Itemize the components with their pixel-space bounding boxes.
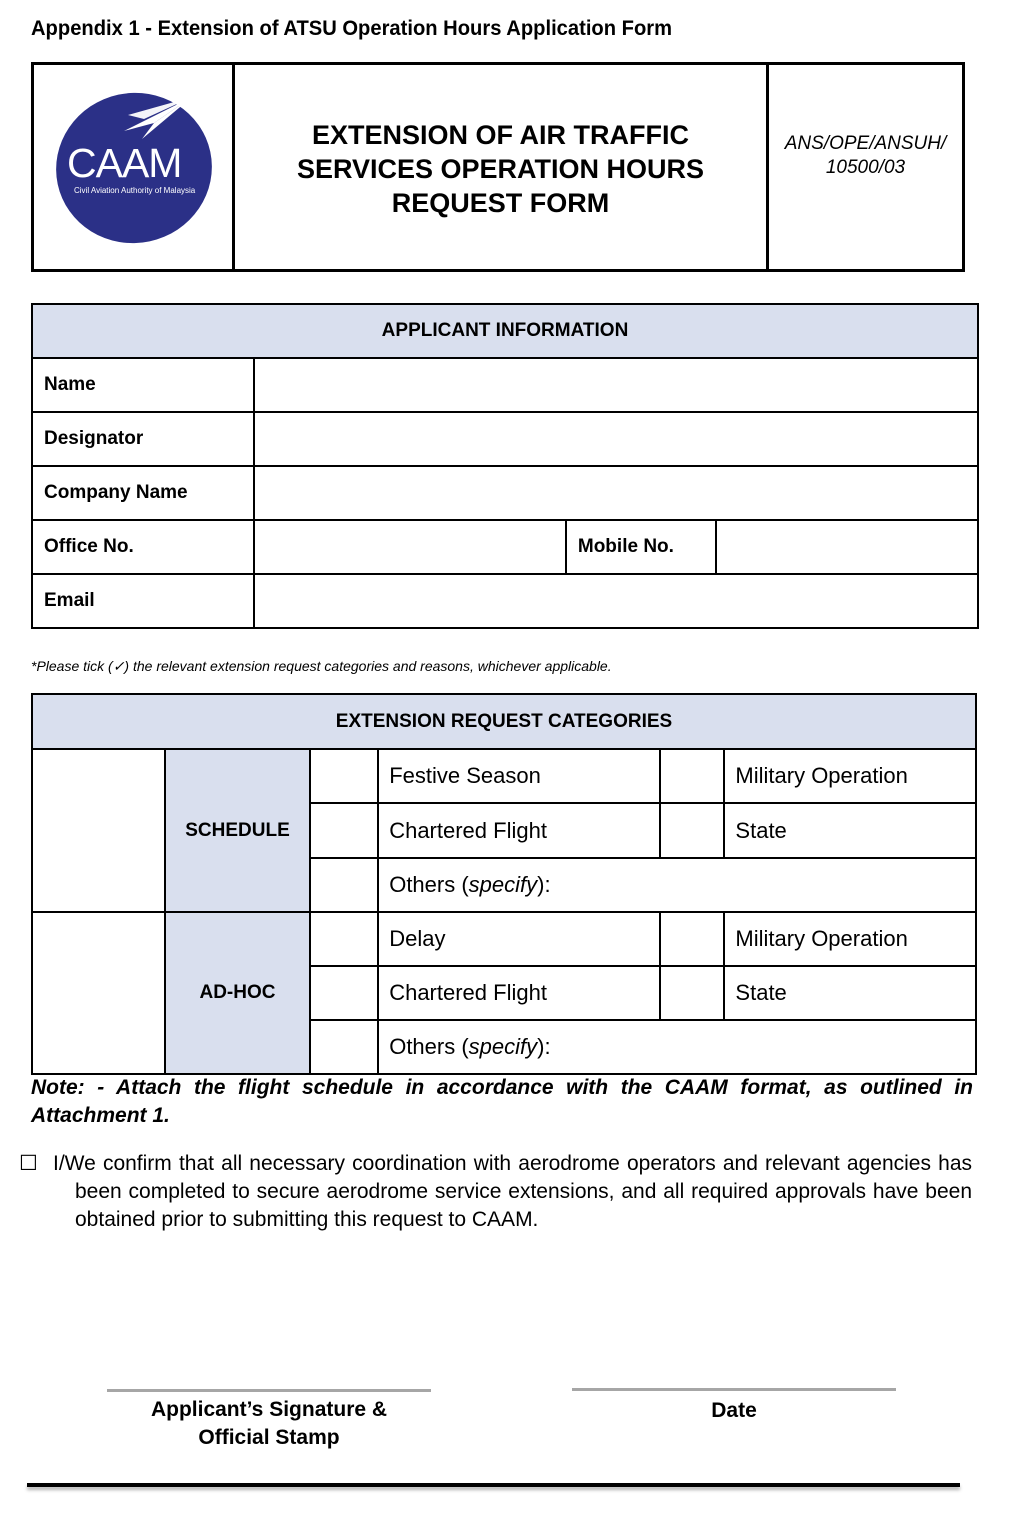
document-code bbox=[769, 43, 962, 269]
designator-field[interactable] bbox=[254, 412, 978, 466]
adhoc-others-field[interactable] bbox=[378, 1020, 976, 1074]
office-no-field[interactable] bbox=[254, 520, 566, 574]
applicant-info-heading: APPLICANT INFORMATION bbox=[32, 304, 978, 358]
others-label: Others ( bbox=[389, 1034, 469, 1059]
signature-block bbox=[107, 1389, 431, 1452]
attachment-note: Note: - Attach the flight schedule in accordance with the CAAM format, as outlined in Attachment 1. bbox=[31, 1076, 973, 1127]
signature-label-line: Official Stamp bbox=[198, 1426, 340, 1449]
adhoc-others-checkbox[interactable] bbox=[310, 1020, 378, 1074]
adhoc-chartered-flight-label: Chartered Flight bbox=[378, 966, 659, 1020]
date-line[interactable] bbox=[572, 1388, 896, 1391]
signature-line[interactable] bbox=[107, 1389, 431, 1392]
confirmation-text: I/We confirm that all necessary coordination with aerodrome operators and relevant agencies has been completed to secure aerodrome service extensions, and all required approvals have been obtained prior to submitting this request to CAAM. bbox=[53, 1152, 972, 1231]
name-field[interactable] bbox=[254, 358, 978, 412]
schedule-state-checkbox[interactable] bbox=[660, 803, 725, 858]
schedule-chartered-flight-label: Chartered Flight bbox=[378, 803, 659, 858]
email-label: Email bbox=[32, 574, 254, 628]
extension-categories-table bbox=[31, 693, 977, 1075]
office-no-label: Office No. bbox=[32, 520, 254, 574]
others-label-suffix: ): bbox=[537, 872, 551, 897]
schedule-state-label: State bbox=[724, 803, 976, 858]
adhoc-label: AD-HOC bbox=[165, 912, 311, 1074]
form-title-line: SERVICES OPERATION HOURS bbox=[296, 154, 705, 184]
others-specify: specify bbox=[468, 1034, 538, 1059]
festive-season-label: Festive Season bbox=[378, 749, 659, 803]
bottom-rule bbox=[27, 1483, 960, 1487]
logo-text: CAAM bbox=[67, 140, 182, 186]
adhoc-tick-cell[interactable] bbox=[32, 912, 165, 1074]
schedule-chartered-flight-checkbox[interactable] bbox=[310, 803, 378, 858]
logo-subtitle: Civil Aviation Authority of Malaysia bbox=[74, 186, 196, 195]
schedule-tick-cell[interactable] bbox=[32, 749, 165, 912]
form-title-line: EXTENSION OF AIR TRAFFIC bbox=[311, 120, 689, 150]
document-code-line: 10500/03 bbox=[825, 157, 906, 178]
applicant-info-table bbox=[31, 303, 979, 629]
others-specify: specify bbox=[468, 872, 538, 897]
signature-label bbox=[107, 1396, 431, 1452]
festive-season-checkbox[interactable] bbox=[310, 749, 378, 803]
signature-label-line: Applicant’s Signature & bbox=[150, 1398, 388, 1421]
confirmation-statement: ☐ I/We confirm that all necessary coordination with aerodrome operators and relevant agencies has been completed to secure aerodrome service extensions, and all required approvals have been obtained prior to submitting this request to CAAM. bbox=[19, 1152, 972, 1231]
categories-heading: EXTENSION REQUEST CATEGORIES bbox=[32, 694, 976, 749]
paper-plane-icon bbox=[114, 93, 204, 143]
tick-instruction: *Please tick (✓) the relevant extension request categories and reasons, whichever applicable. bbox=[31, 658, 612, 674]
company-name-field[interactable] bbox=[254, 466, 978, 520]
company-name-label: Company Name bbox=[32, 466, 254, 520]
adhoc-military-operation-checkbox[interactable] bbox=[660, 912, 725, 966]
adhoc-state-label: State bbox=[724, 966, 976, 1020]
form-header bbox=[31, 62, 965, 272]
mobile-no-label: Mobile No. bbox=[566, 520, 716, 574]
schedule-others-field[interactable] bbox=[378, 858, 976, 912]
email-field[interactable] bbox=[254, 574, 978, 628]
document-code-line: ANS/OPE/ANSUH/ bbox=[784, 133, 947, 154]
date-block bbox=[572, 1388, 896, 1425]
adhoc-military-operation-label: Military Operation bbox=[724, 912, 976, 966]
adhoc-chartered-flight-checkbox[interactable] bbox=[310, 966, 378, 1020]
form-title bbox=[235, 65, 769, 269]
form-title-line: REQUEST FORM bbox=[391, 188, 610, 218]
logo-cell bbox=[34, 65, 235, 269]
designator-label: Designator bbox=[32, 412, 254, 466]
delay-label: Delay bbox=[378, 912, 659, 966]
appendix-title: Appendix 1 - Extension of ATSU Operation Hours Application Form bbox=[31, 17, 673, 40]
schedule-others-checkbox[interactable] bbox=[310, 858, 378, 912]
others-label-suffix: ): bbox=[537, 1034, 551, 1059]
schedule-military-operation-checkbox[interactable] bbox=[660, 749, 725, 803]
delay-checkbox[interactable] bbox=[310, 912, 378, 966]
others-label: Others ( bbox=[389, 872, 469, 897]
adhoc-state-checkbox[interactable] bbox=[660, 966, 725, 1020]
mobile-no-field[interactable] bbox=[716, 520, 978, 574]
name-label: Name bbox=[32, 358, 254, 412]
date-label: Date bbox=[711, 1399, 757, 1422]
schedule-military-operation-label: Military Operation bbox=[724, 749, 976, 803]
schedule-label: SCHEDULE bbox=[165, 749, 311, 912]
